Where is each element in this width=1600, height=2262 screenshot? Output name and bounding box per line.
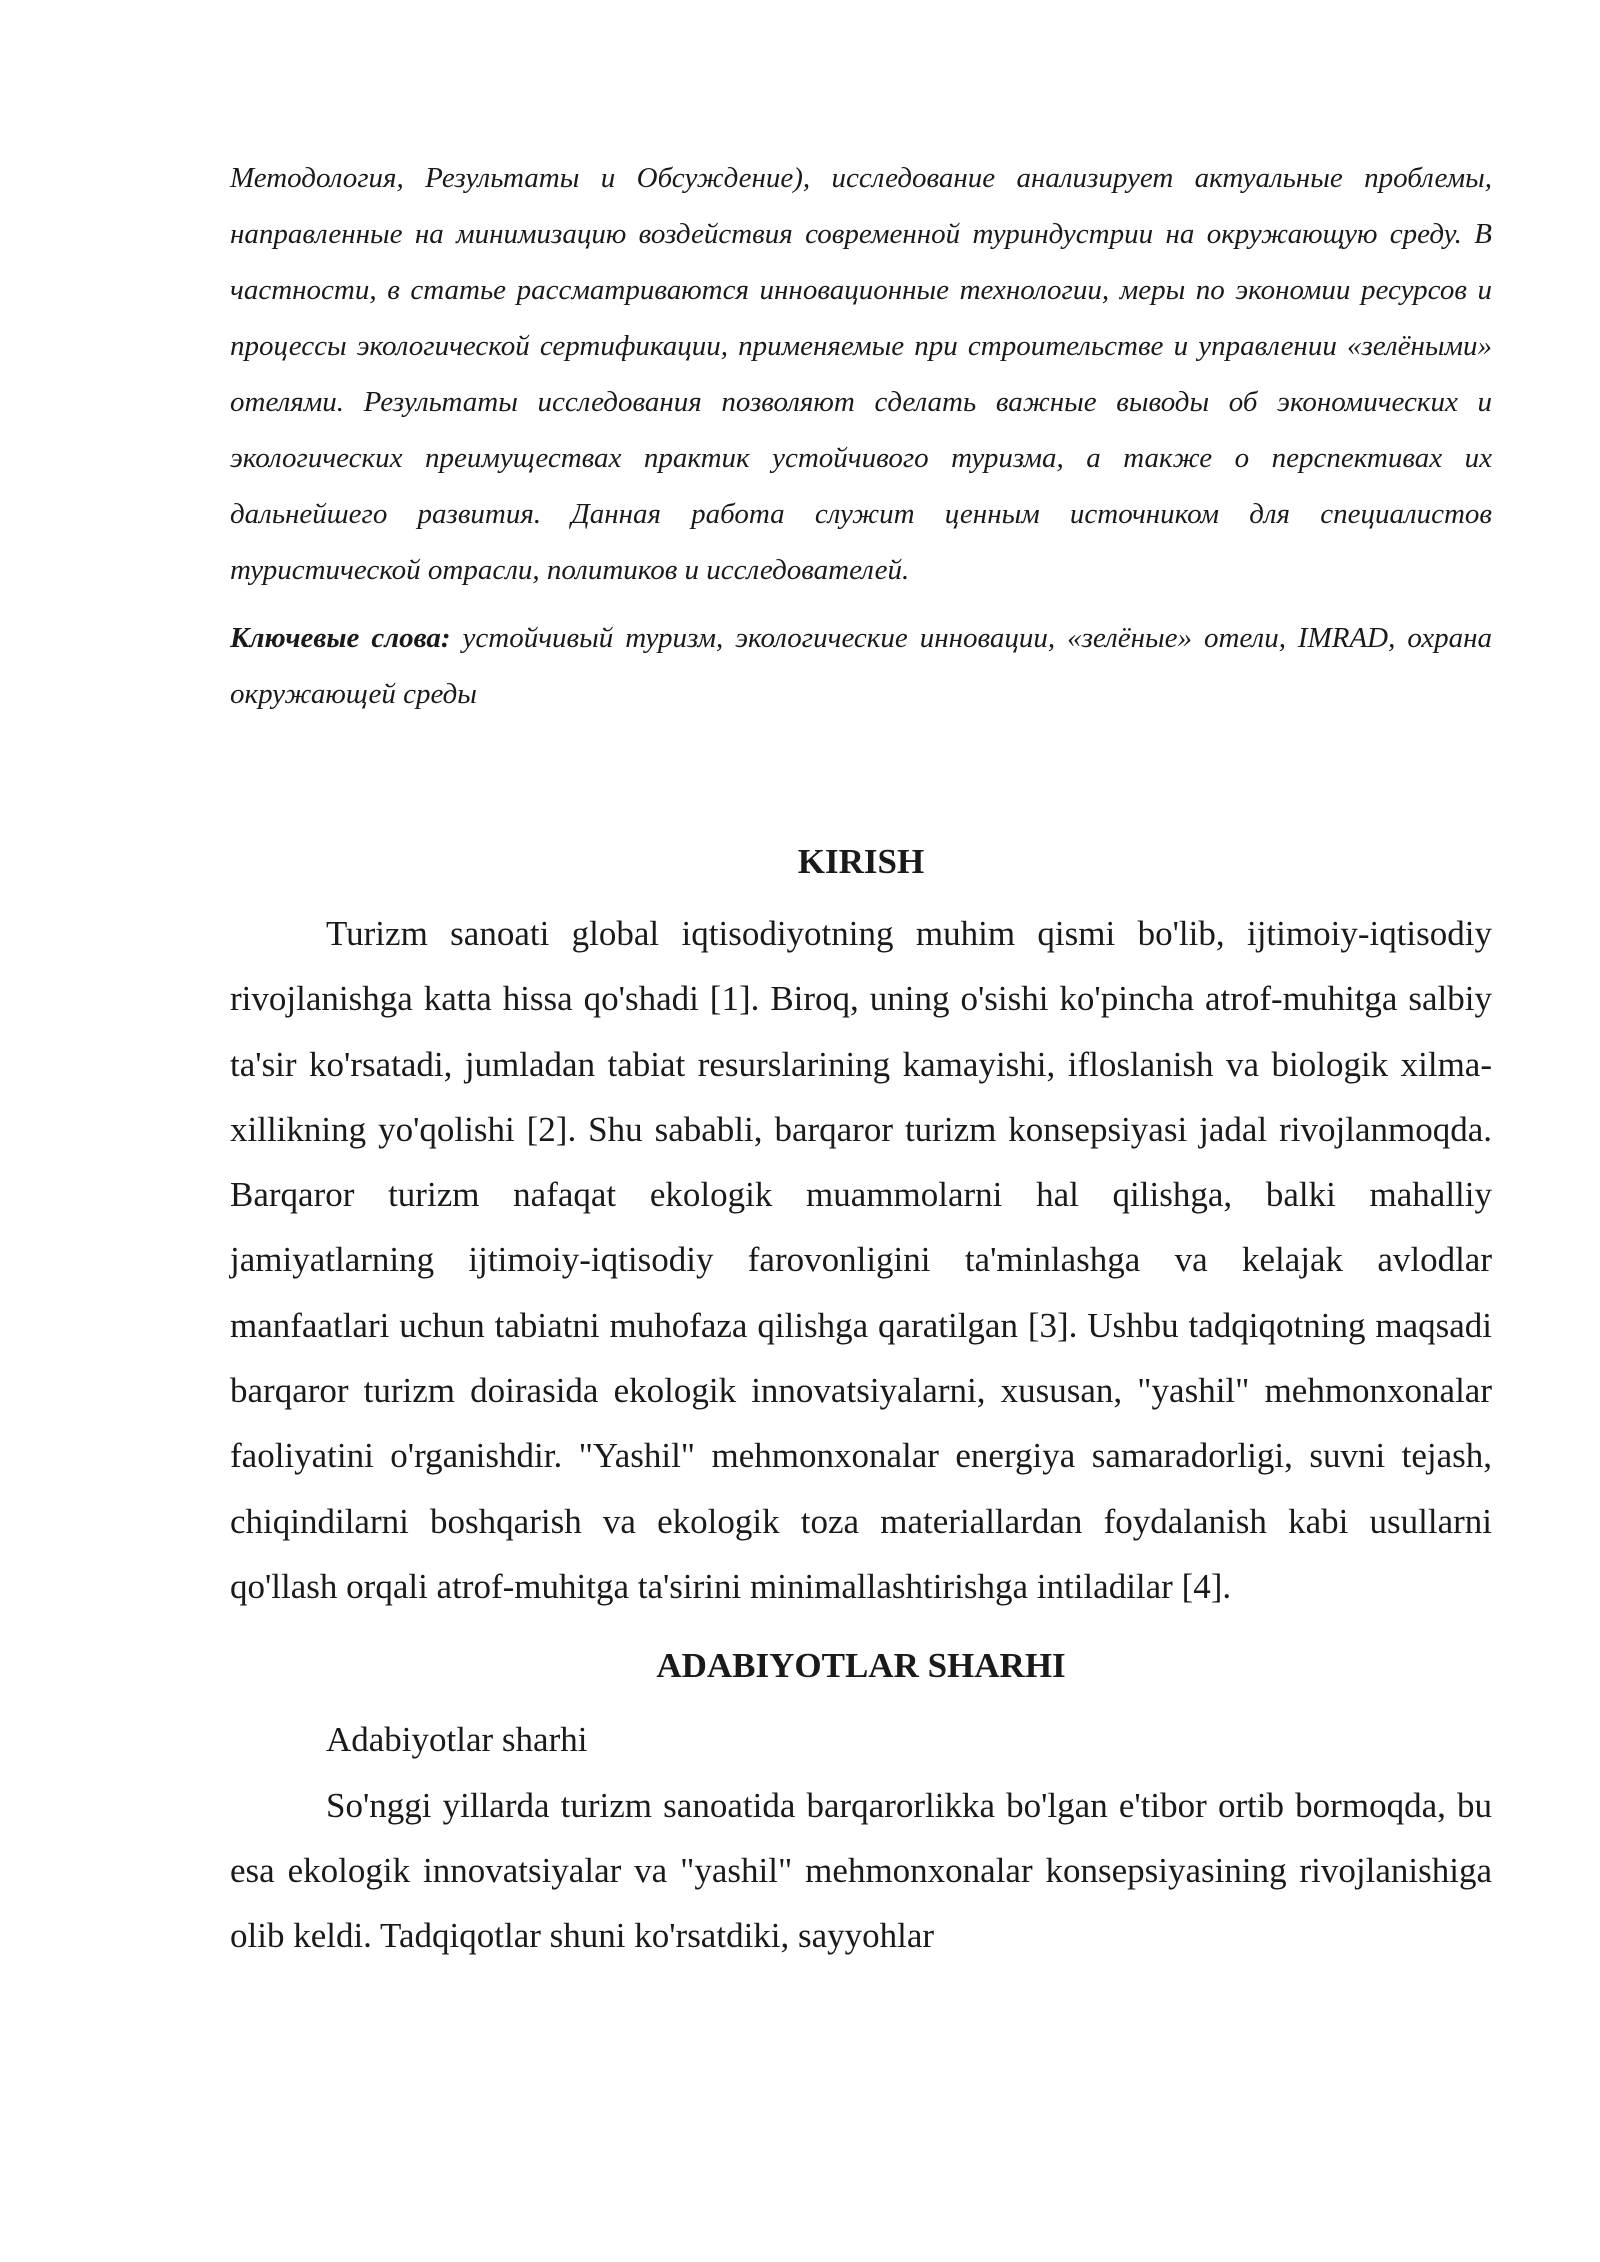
- document-page: [230, 150, 1492, 1968]
- literature-review-subheading: Adabiyotlar sharhi: [326, 1720, 588, 1760]
- literature-review-paragraph: So'nggi yillarda turizm sanoatida barqarorlikka bo'lgan e'tibor ortib bormoqda, bu esa ekologik innovatsiyalar va "yashil" mehmonxonalar konsepsiyasining rivojlanishiga olib keldi. Tadqiqotlar shuni ko'rsatdiki, sayyohlar: [230, 1785, 1492, 1956]
- abstract-paragraph: Методология, Результаты и Обсуждение), исследование анализирует актуальные проблемы, направленные на минимизацию воздействия современной туриндустрии на окружающую среду. В частности, в статье рассматриваются инновационные технологии, меры по экономии ресурсов и процессы экологической сертификации, применяемые при строительстве и управлении «зелёными» отелями. Результаты исследования позволяют сделать важные выводы об экономических и экологических преимуществах практик устойчивого туризма, а также о перспективах их дальнейшего развития. Данная работа служит ценным источником для специалистов туристической отрасли, политиков и исследователей.: [230, 162, 1492, 586]
- keywords-text: устойчивый туризм, экологические инновации, «зелёные» отели, IMRAD, охрана окружающей среды: [230, 622, 1493, 710]
- keywords-line: [230, 610, 1492, 722]
- section-heading-literature-review: ADABIYOTLAR SHARHI: [656, 1646, 1066, 1686]
- introduction-paragraph: Turizm sanoati global iqtisodiyotning muhim qismi bo'lib, ijtimoiy-iqtisodiy rivojlanishga katta hissa qo'shadi [1]. Biroq, uning o'sishi ko'pincha atrof-muhitga salbiy ta'sir ko'rsatadi, jumladan tabiat resurslarining kamayishi, ifloslanish va biologik xilma-xillikning yo'qolishi [2]. Shu sababli, barqaror turizm konsepsiyasi jadal rivojlanmoqda. Barqaror turizm nafaqat ekologik muammolarni hal qilishga, balki mahalliy jamiyatlarning ijtimoiy-iqtisodiy farovonligini ta'minlashga va kelajak avlodlar manfaatlari uchun tabiatni muhofaza qilishga qaratilgan [3]. Ushbu tadqiqotning maqsadi barqaror turizm doirasida ekologik innovatsiyalarni, xususan, "yashil" mehmonxonalar faoliyatini o'rganishdir. "Yashil" mehmonxonalar energiya samaradorligi, suvni tejash, chiqindilarni boshqarish va ekologik toza materiallardan foydalanish kabi usullarni qo'llash orqali atrof-muhitga ta'sirini minimallashtirishga intiladilar [4].: [230, 914, 1492, 1606]
- keywords-label: Ключевые слова:: [230, 622, 451, 654]
- section-heading-introduction: KIRISH: [797, 842, 925, 881]
